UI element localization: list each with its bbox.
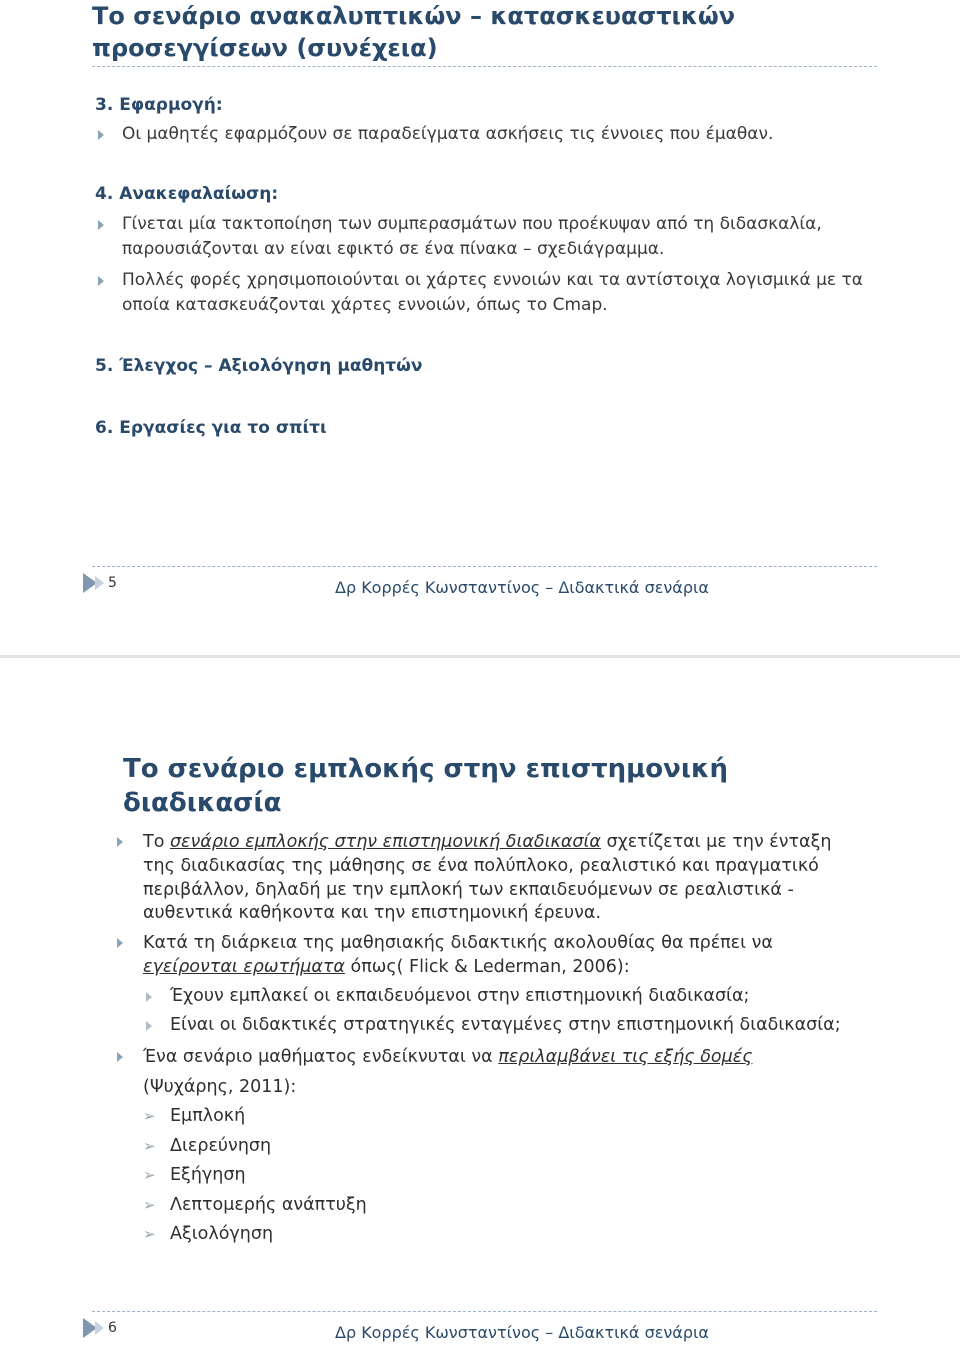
page-separator: [0, 655, 960, 658]
bullet-2-line-2: εγείρονται ερωτήματα όπως( Flick & Lederman, 2006):: [143, 957, 630, 977]
slide5-title: Το σενάριο ανακαλυπτικών – κατασκευαστικών προσεγγίσεων (συνέχεια): [92, 2, 736, 62]
section-4-heading: 4. Ανακεφαλαίωση:: [95, 184, 279, 204]
structure-item: Εξήγηση: [170, 1165, 246, 1185]
bullet-2-line-1: Κατά τη διάρκεια της μαθησιακής διδακτικής ακολουθίας θα πρέπει να: [143, 933, 773, 953]
bullet-icon: [117, 938, 123, 948]
bullet-icon: [98, 130, 104, 140]
slide6-title: Το σενάριο εμπλοκής στην επιστημονική διαδικασία: [123, 754, 728, 818]
section-5-heading: 5. Έλεγχος – Αξιολόγηση μαθητών: [95, 356, 423, 376]
sub-bullet-icon: [146, 1021, 152, 1031]
sub-bullet-1: Έχουν εμπλακεί οι εκπαιδευόμενοι στην επιστημονική διαδικασία;: [170, 986, 750, 1006]
footer-author: Δρ Κορρές Κωνσταντίνος – Διδακτικά σενάρια: [335, 578, 709, 597]
chevron-icon: ➢: [143, 1107, 156, 1125]
section-4-bullet-1-line-1: Γίνεται μία τακτοποίηση των συμπερασμάτων που προέκυψαν από τη διδασκαλία,: [122, 214, 822, 234]
title-divider: [92, 66, 877, 67]
chevron-icon: ➢: [143, 1137, 156, 1155]
footer-divider: [92, 566, 877, 567]
chevron-icon: ➢: [143, 1196, 156, 1214]
bullet-1-line-2: της διαδικασίας της μάθησης σε ένα πολύπλοκο, ρεαλιστικό και πραγματικό: [143, 856, 819, 876]
structure-item: Λεπτομερής ανάπτυξη: [170, 1195, 367, 1215]
section-4-bullet-1-line-2: παρουσιάζονται αν είναι εφικτό σε ένα πίνακα – σχεδιάγραμμα.: [122, 239, 665, 259]
bullet-icon: [98, 276, 104, 286]
bullet-3-line-2: (Ψυχάρης, 2011):: [143, 1077, 297, 1097]
footer-arrow-shadow-icon: [95, 1321, 104, 1335]
bullet-1-line-1: Το σενάριο εμπλοκής στην επιστημονική διαδικασία σχετίζεται με την ένταξη: [143, 832, 832, 852]
chevron-icon: ➢: [143, 1166, 156, 1184]
sub-bullet-2: Είναι οι διδακτικές στρατηγικές ενταγμένες στην επιστημονική διαδικασία;: [170, 1015, 841, 1035]
bullet-icon: [117, 1052, 123, 1062]
section-4-bullet-2-line-2: οποία κατασκευάζονται χάρτες εννοιών, όπως το Cmap.: [122, 295, 608, 315]
section-3-heading: 3. Εφαρμογή:: [95, 95, 223, 115]
structure-item: Διερεύνηση: [170, 1136, 272, 1156]
structure-item: Εμπλοκή: [170, 1106, 246, 1126]
sub-bullet-icon: [146, 992, 152, 1002]
section-3-bullet-1: Οι μαθητές εφαρμόζουν σε παραδείγματα ασκήσεις τις έννοιες που έμαθαν.: [122, 124, 774, 144]
footer-arrow-shadow-icon: [95, 576, 104, 590]
chevron-icon: ➢: [143, 1225, 156, 1243]
section-6-heading: 6. Εργασίες για το σπίτι: [95, 418, 327, 438]
footer-author: Δρ Κορρές Κωνσταντίνος – Διδακτικά σενάρια: [335, 1323, 709, 1342]
page-number: 5: [108, 575, 117, 591]
footer-divider: [92, 1311, 877, 1312]
structure-item: Αξιολόγηση: [170, 1224, 274, 1244]
bullet-1-line-3: περιβάλλον, δηλαδή με την εμπλοκή των εκπαιδευόμενων σε ρεαλιστικά -: [143, 880, 794, 900]
page-number: 6: [108, 1320, 117, 1336]
bullet-1-line-4: αυθεντικά καθήκοντα και την επιστημονική έρευνα.: [143, 903, 602, 923]
bullet-icon: [117, 837, 123, 847]
section-4-bullet-2-line-1: Πολλές φορές χρησιμοποιούνται οι χάρτες εννοιών και τα αντίστοιχα λογισμικά με τα: [122, 270, 863, 290]
bullet-icon: [98, 220, 104, 230]
bullet-3-line-1: Ένα σενάριο μαθήματος ενδείκνυται να περιλαμβάνει τις εξής δομές: [143, 1047, 753, 1067]
